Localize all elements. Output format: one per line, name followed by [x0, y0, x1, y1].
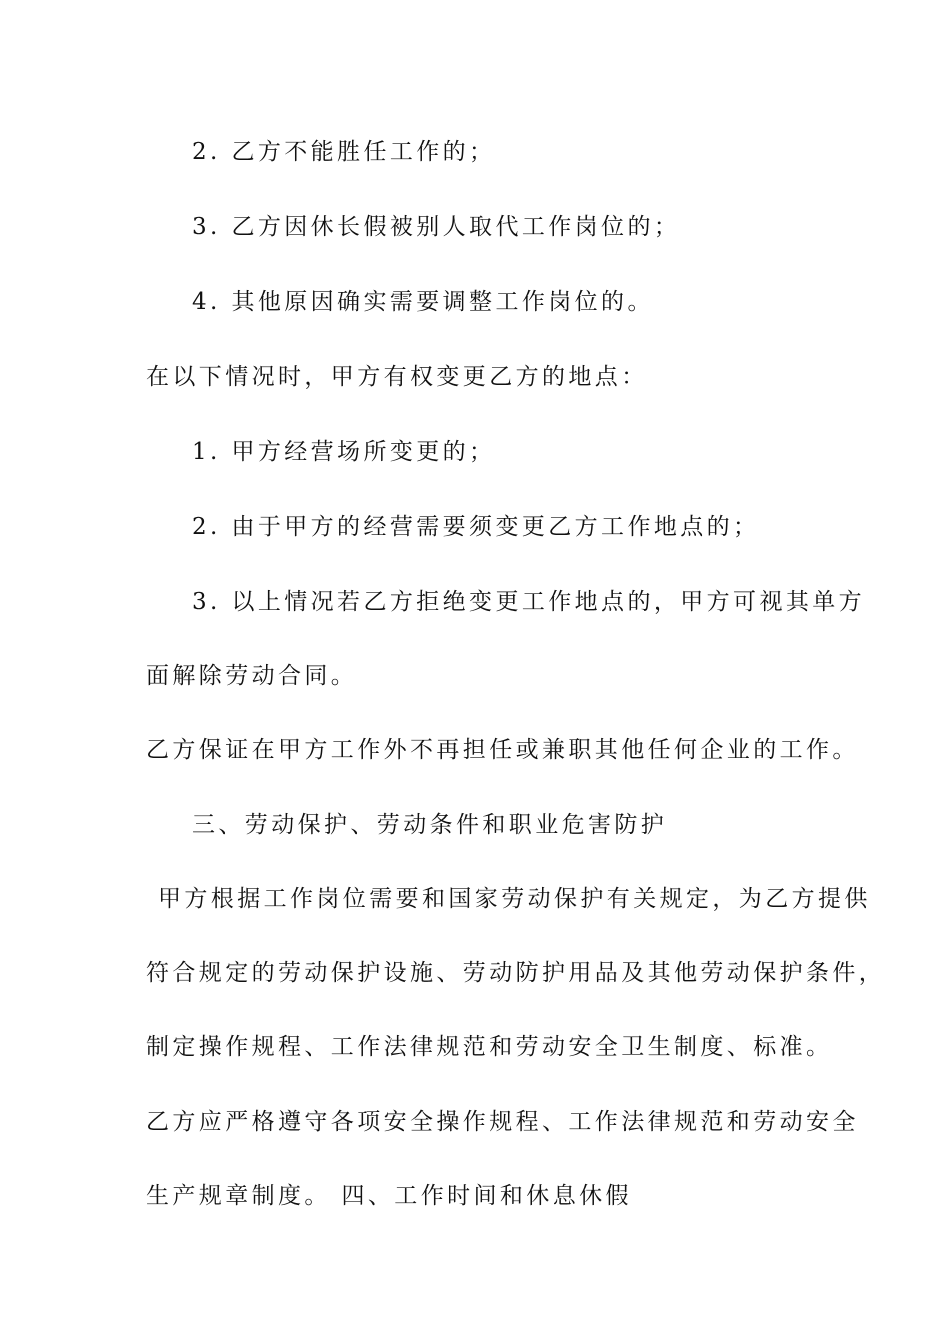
paragraph-protection-line-2: 符合规定的劳动保护设施、劳动防护用品及其他劳动保护条件，: [146, 960, 886, 986]
paragraph-safety-line-1: 乙方应严格遵守各项安全操作规程、工作法律规范和劳动安全: [146, 1109, 859, 1135]
paragraph-protection-line-1: 甲方根据工作岗位需要和国家劳动保护有关规定，为乙方提供: [158, 886, 871, 912]
paragraph-protection-line-3: 制定操作规程、工作法律规范和劳动安全卫生制度、标准。: [146, 1034, 833, 1060]
paragraph-location-change: 在以下情况时，甲方有权变更乙方的地点：: [146, 364, 648, 390]
list-item-3b: 3. 以上情况若乙方拒绝变更工作地点的，甲方可视其单方: [192, 589, 866, 615]
list-item-2: 2. 乙方不能胜任工作的；: [192, 139, 496, 165]
paragraph-continuation: 面解除劳动合同。: [146, 663, 358, 689]
list-item-1: 1. 甲方经营场所变更的；: [192, 439, 496, 465]
section-heading-3: 三、劳动保护、劳动条件和职业危害防护: [192, 812, 668, 838]
list-item-3: 3. 乙方因休长假被别人取代工作岗位的；: [192, 214, 681, 240]
paragraph-safety-line-2: 生产规章制度。 四、工作时间和休息休假: [146, 1183, 632, 1209]
list-item-4: 4. 其他原因确实需要调整工作岗位的。: [192, 289, 654, 315]
list-item-2b: 2. 由于甲方的经营需要须变更乙方工作地点的；: [192, 514, 760, 540]
paragraph-exclusivity: 乙方保证在甲方工作外不再担任或兼职其他任何企业的工作。: [146, 737, 859, 763]
